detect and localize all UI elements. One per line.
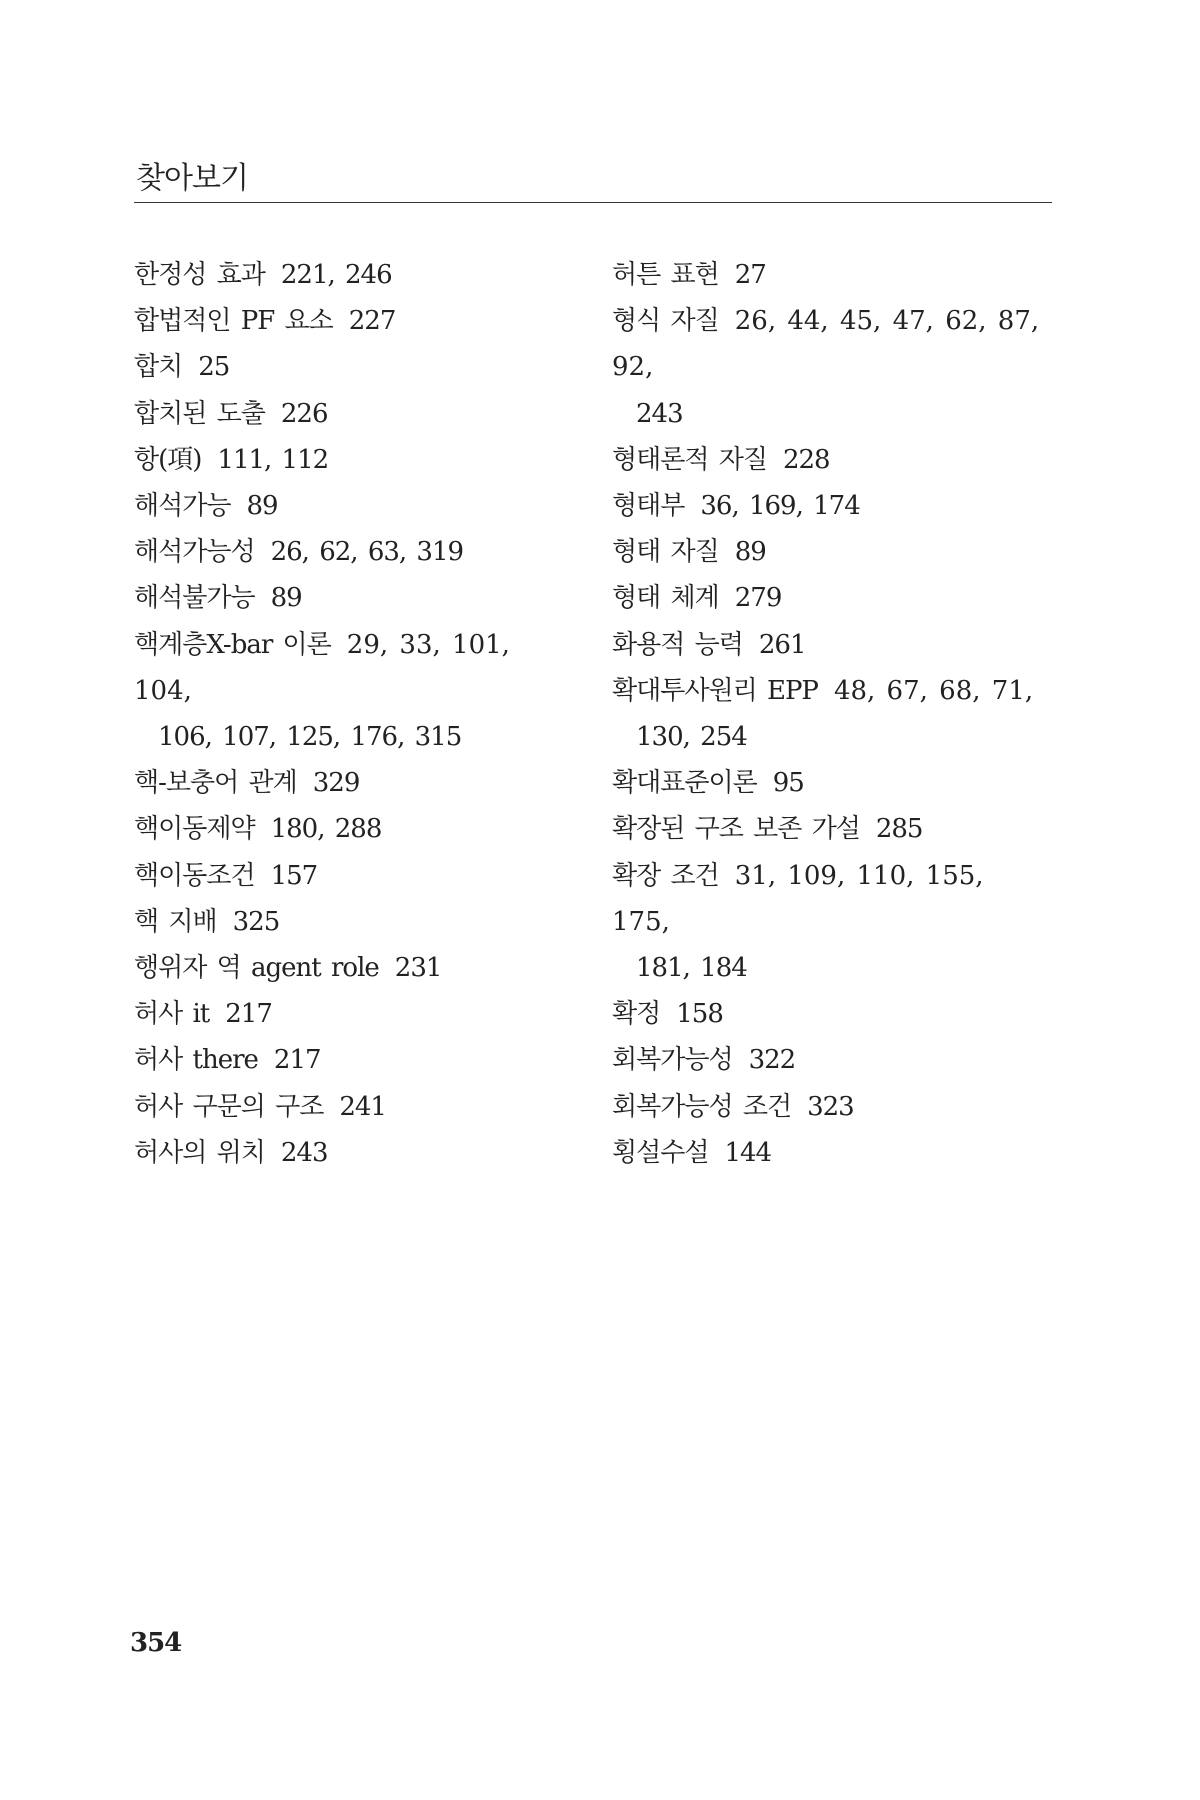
index-entry [134,1084,574,1130]
index-term: 확장된 구조 보존 가설 [612,814,860,845]
index-pages: 157 [270,860,318,891]
index-pages: 325 [232,906,280,937]
index-entry [134,806,574,852]
index-entry [134,344,574,390]
index-term: 확대투사원리 EPP [612,675,818,706]
index-term: 핵-보충어 관계 [134,768,297,799]
index-term: 회복가능성 [612,1045,733,1076]
index-term: 핵이동제약 [134,814,255,845]
index-pages: 26, 62, 63, 319 [270,537,464,568]
index-entry [134,899,574,945]
index-entry [612,529,1052,575]
index-entry [612,622,1052,668]
index-entry [134,853,574,899]
index-term: 확대표준이론 [612,768,757,799]
index-pages: 180, 288 [270,814,382,845]
index-entry [134,252,574,298]
index-entry [612,575,1052,621]
index-term: 해석가능성 [134,537,255,568]
index-entry [134,1037,574,1083]
index-term: 확정 [612,999,661,1030]
index-entry [134,529,574,575]
index-entry [612,853,1052,992]
index-column-left [134,252,574,1176]
index-term: 해석가능 [134,491,231,522]
index-term: 회복가능성 조건 [612,1091,792,1122]
index-entry [134,437,574,483]
index-pages: 144 [724,1137,772,1168]
index-term: 형태 자질 [612,537,719,568]
index-term: 한정성 효과 [134,260,265,290]
index-term: 합치된 도출 [134,398,265,429]
index-term: 핵 지배 [134,906,217,937]
index-entry [134,298,574,344]
index-pages: 89 [270,583,302,614]
index-pages: 227 [348,306,396,337]
index-pages: 158 [676,999,723,1030]
index-pages: 31, 109, 110, 155, 175, [612,860,984,937]
index-entry [612,252,1052,298]
index-pages: 323 [807,1091,854,1122]
index-pages: 217 [273,1045,321,1076]
index-term: 해석불가능 [134,583,255,614]
index-term: 허사 구문의 구조 [134,1091,324,1122]
index-pages: 241 [339,1091,386,1122]
index-pages: 36, 169, 174 [700,491,860,522]
index-pages: 95 [772,768,804,799]
header-rule [134,202,1052,203]
index-pages: 27 [734,260,766,290]
index-pages: 228 [782,444,830,475]
index-term: 핵계층X-bar 이론 [134,629,331,660]
running-header [134,160,1054,203]
index-term: 화용적 능력 [612,629,743,660]
index-term: 항(項) [134,444,202,475]
index-entry [612,1084,1052,1130]
index-pages: 89 [734,537,766,568]
index-pages: 243 [280,1137,328,1168]
index-pages: 111, 112 [217,444,329,475]
index-pages: 29, 33, 101, 104, [134,629,510,706]
index-pages-continued: 181, 184 [636,953,747,984]
index-term: 행위자 역 agent role [134,953,379,984]
index-entry [612,1037,1052,1083]
index-pages-continued: 130, 254 [636,722,747,753]
index-entry [612,298,1052,437]
index-pages: 226 [280,398,328,429]
index-entry [612,760,1052,806]
index-term: 형태부 [612,491,685,522]
index-entry [134,575,574,621]
index-pages: 329 [312,768,360,799]
index-pages-continued: 243 [636,398,683,429]
index-pages: 25 [198,352,230,383]
index-entry [134,391,574,437]
index-entry [612,1130,1052,1176]
index-entry [612,483,1052,529]
index-pages: 279 [734,583,782,614]
index-pages: 221, 246 [280,260,392,290]
index-pages: 322 [748,1045,796,1076]
index-term: 합치 [134,352,183,383]
index-entry [134,991,574,1037]
index-term: 핵이동조건 [134,860,255,891]
index-entry [612,991,1052,1037]
index-entry [134,760,574,806]
index-pages-continued: 106, 107, 125, 176, 315 [158,722,462,753]
index-term: 형식 자질 [612,306,719,337]
index-entry [134,945,574,991]
index-term: 허사 it [134,999,210,1030]
index-term: 허튼 표현 [612,260,719,290]
index-term: 허사의 위치 [134,1137,265,1168]
index-entry [612,668,1052,760]
index-pages: 26, 44, 45, 47, 62, 87, 92, [612,306,1040,383]
index-term: 횡설수설 [612,1137,709,1168]
index-entry [134,1130,574,1176]
index-term: 합법적인 PF 요소 [134,306,333,337]
index-entry [612,806,1052,852]
index-term: 형태론적 자질 [612,444,767,475]
index-term: 형태 체계 [612,583,719,614]
index-term: 허사 there [134,1045,258,1076]
page-number: 354 [130,1628,182,1658]
index-pages: 48, 67, 68, 71, [833,675,1034,706]
index-entry [134,483,574,529]
index-entry [612,437,1052,483]
index-term: 확장 조건 [612,860,719,891]
index-pages: 231 [394,953,442,984]
index-column-right [612,252,1052,1176]
index-pages: 285 [875,814,923,845]
header-title: 찾아보기 [136,161,248,196]
index-pages: 89 [246,491,278,522]
index-entry [134,622,574,761]
index-pages: 261 [758,629,806,660]
index-pages: 217 [225,999,272,1030]
